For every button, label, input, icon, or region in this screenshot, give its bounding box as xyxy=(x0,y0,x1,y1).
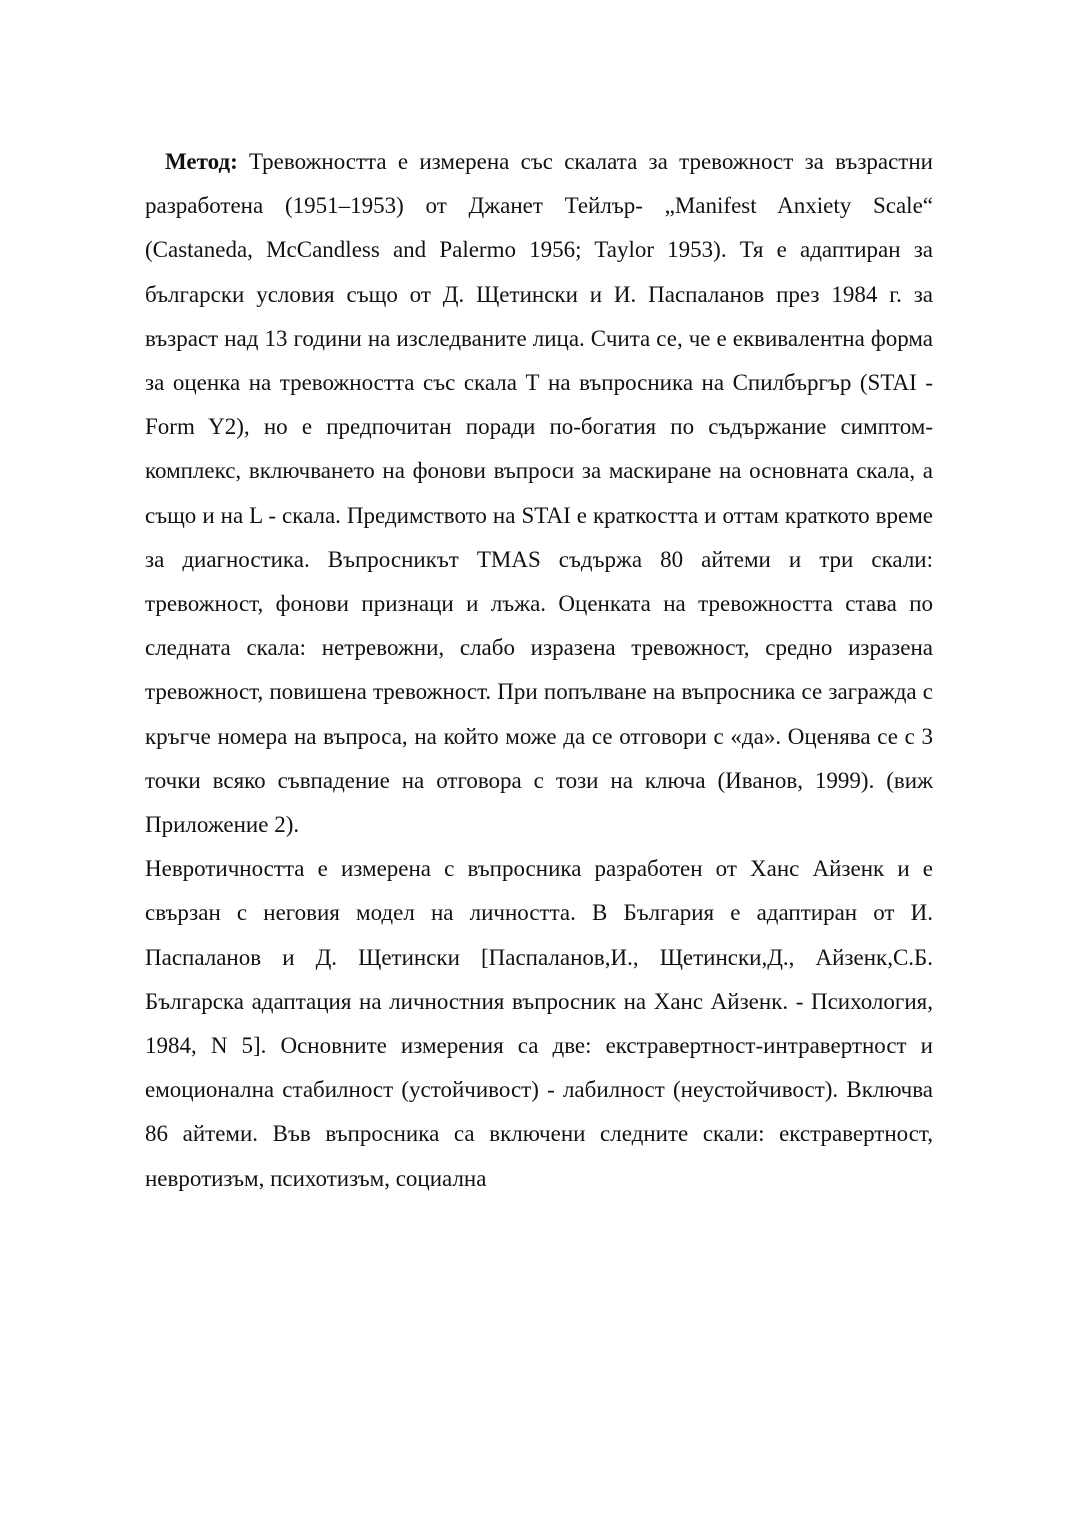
method-paragraph-text: Тревожността е измерена със скалата за тревожност за възрастни разработена (1951–1953) от Джанет Тейлър- „Manifest Anxiety Scale“ (Castaneda, McCandless and Palermo 1956; Taylor 1953). Тя е адаптиран за български условия също от Д. Щетински и И. Паспаланов през 1984 г. за възраст над 13 години на изследваните лица. Счита се, че е еквивалентна форма за оценка на тревожността със скала Т на въпросника на Спилбъргър (STAI - Form Y2), но е предпочитан поради по-богатия по съдържание симптом- комплекс, включването на фонови въпроси за маскиране на основната скала, а също и на L - скала. Предимството на STAI е краткостта и оттам краткото време за диагностика. Въпросникът TMAS съдържа 80 айтеми и три скали: тревожност, фонови признаци и лъжа. Оценката на тревожността става по следната скала: нетревожни, слабо изразена тревожност, средно изразена тревожност, повишена тревожност. При попълване на въпросника се загражда с кръгче номера на въпроса, на който може да се отговори с «да». Оценява се с 3 точки всяко съвпадение на отговора с този на ключа (Иванов, 1999). (виж Приложение 2). xyxy=(145,149,933,838)
document-page xyxy=(145,140,933,1201)
neuroticism-paragraph: Невротичността е измерена с въпросника разработен от Ханс Айзенк и е свързан с неговия модел на личността. В България е адаптиран от И. Паспаланов и Д. Щетински [Паспаланов,И., Щетински,Д., Айзенк,С.Б. Българска адаптация на личностния въпросник на Ханс Айзенк. - Психология, 1984, N 5]. Основните измерения са две: екстравертност-интравертност и емоционална стабилност (устойчивост) - лабилност (неустойчивост). Включва 86 айтеми. Във въпросника са включени следните скали: екстравертност, невротизъм, психотизъм, социална xyxy=(145,856,933,1191)
method-heading: Метод: xyxy=(165,149,238,174)
method-paragraph xyxy=(145,140,933,847)
